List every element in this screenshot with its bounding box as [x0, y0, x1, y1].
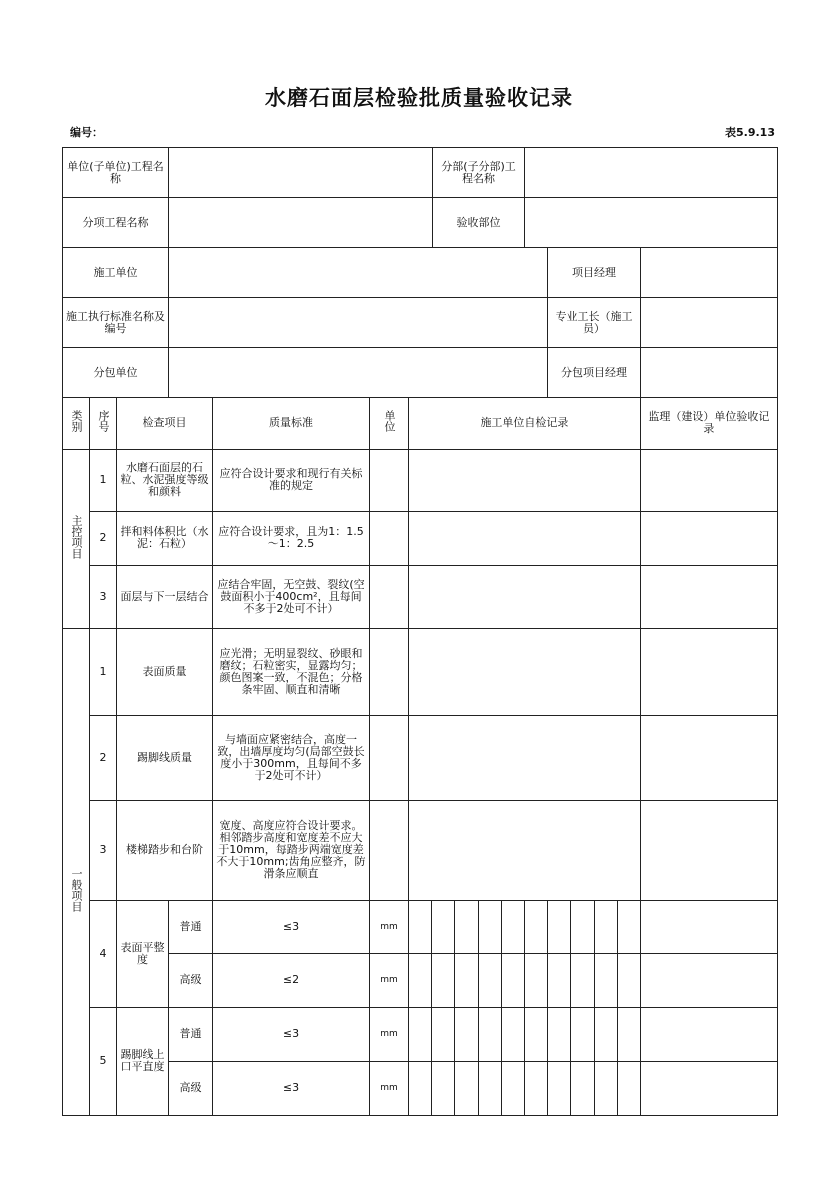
table-row: [63, 628, 778, 715]
seq-cell: 2: [90, 715, 117, 800]
supervision-cell[interactable]: [640, 800, 777, 900]
measure-cell[interactable]: [571, 953, 594, 1007]
measure-cell[interactable]: [409, 900, 432, 953]
supervision-cell[interactable]: [640, 715, 777, 800]
measure-cell[interactable]: [524, 1061, 547, 1115]
field-project-manager[interactable]: [641, 248, 778, 298]
table-row: [63, 511, 778, 565]
seq-cell: 1: [90, 449, 117, 511]
measure-cell[interactable]: [478, 953, 501, 1007]
measure-cell[interactable]: [501, 1061, 524, 1115]
measure-cell[interactable]: [548, 953, 571, 1007]
item-cell: 表面平整度: [117, 900, 169, 1007]
main-category-label: 主控项目: [70, 515, 83, 559]
seq-cell: 1: [90, 628, 117, 715]
supervision-cell[interactable]: [640, 1061, 777, 1115]
grade-cell: 普通: [169, 1007, 213, 1061]
self-check-cell[interactable]: [409, 715, 641, 800]
unit-cell: mm: [370, 900, 409, 953]
measure-cell[interactable]: [432, 1007, 455, 1061]
field-acceptance-part[interactable]: [525, 198, 778, 248]
grade-cell: 高级: [169, 1061, 213, 1115]
table-row: [63, 1007, 778, 1061]
table-row: [63, 565, 778, 628]
supervision-cell[interactable]: [640, 449, 777, 511]
measure-cell[interactable]: [455, 1061, 478, 1115]
unit-cell[interactable]: [370, 449, 409, 511]
field-sub-project[interactable]: [525, 148, 778, 198]
col-unit: 单位: [383, 410, 396, 433]
supervision-cell[interactable]: [640, 565, 777, 628]
measure-cell[interactable]: [501, 953, 524, 1007]
unit-cell: mm: [370, 1061, 409, 1115]
measure-cell[interactable]: [409, 1007, 432, 1061]
measure-cell[interactable]: [524, 1007, 547, 1061]
measure-cell[interactable]: [455, 1007, 478, 1061]
table-row: [63, 800, 778, 900]
table-row: [63, 900, 778, 953]
measure-cell[interactable]: [501, 900, 524, 953]
item-cell: 表面质量: [117, 628, 213, 715]
measure-cell[interactable]: [478, 900, 501, 953]
field-construction-unit[interactable]: [169, 248, 548, 298]
unit-cell: mm: [370, 1007, 409, 1061]
item-cell: 面层与下一层结合: [117, 565, 213, 628]
unit-cell[interactable]: [370, 565, 409, 628]
unit-cell[interactable]: [370, 628, 409, 715]
general-category-label: 一般项目: [70, 867, 83, 912]
measure-cell[interactable]: [524, 900, 547, 953]
measure-cell[interactable]: [594, 1007, 617, 1061]
table-row: [63, 1061, 778, 1115]
measure-cell[interactable]: [432, 1061, 455, 1115]
tolerance-cell: ≤3: [213, 1007, 370, 1061]
label-standard: 施工执行标准名称及编号: [63, 298, 169, 348]
field-sub-manager[interactable]: [641, 348, 778, 398]
self-check-cell[interactable]: [409, 511, 641, 565]
field-item-project[interactable]: [169, 198, 433, 248]
col-standard: 质量标准: [213, 397, 370, 449]
item-cell: 水磨石面层的石粒、水泥强度等级和颜料: [117, 449, 213, 511]
measure-cell[interactable]: [594, 1061, 617, 1115]
standard-cell: 应符合设计要求和现行有关标准的规定: [213, 449, 370, 511]
measure-cell[interactable]: [571, 1007, 594, 1061]
measure-cell[interactable]: [617, 900, 640, 953]
seq-cell: 4: [90, 900, 117, 1007]
col-category: 类别: [70, 410, 83, 433]
standard-cell: 应结合牢固，无空鼓、裂纹(空鼓面积小于400cm²，且每间不多于2处可不计）: [213, 565, 370, 628]
measure-cell[interactable]: [548, 1061, 571, 1115]
unit-cell[interactable]: [370, 511, 409, 565]
standard-cell: 应光滑；无明显裂纹、砂眼和磨纹；石粒密实，显露均匀；颜色图案一致，不混色；分格条牢固、顺直和清晰: [213, 628, 370, 715]
seq-cell: 3: [90, 565, 117, 628]
measure-cell[interactable]: [432, 953, 455, 1007]
document-title: 水磨石面层检验批质量验收记录: [265, 86, 573, 110]
table-number: 表5.9.13: [725, 126, 775, 139]
supervision-cell[interactable]: [640, 628, 777, 715]
measure-cell[interactable]: [478, 1061, 501, 1115]
item-cell: 拌和料体积比（水泥：石粒）: [117, 511, 213, 565]
field-unit-project[interactable]: [169, 148, 433, 198]
seq-cell: 5: [90, 1007, 117, 1115]
supervision-cell[interactable]: [640, 511, 777, 565]
header-info-table: [62, 147, 778, 398]
standard-cell: 应符合设计要求，且为1：1.5～1：2.5: [213, 511, 370, 565]
table-row: [63, 953, 778, 1007]
self-check-cell[interactable]: [409, 628, 641, 715]
self-check-cell[interactable]: [409, 800, 641, 900]
seq-cell: 2: [90, 511, 117, 565]
label-acceptance-part: 验收部位: [433, 198, 525, 248]
label-subcontractor: 分包单位: [63, 348, 169, 398]
table-row: [63, 715, 778, 800]
label-sub-project: 分部(子分部)工程名称: [433, 148, 525, 198]
item-cell: 楼梯踏步和台阶: [117, 800, 213, 900]
measure-cell[interactable]: [409, 953, 432, 1007]
measure-cell[interactable]: [594, 900, 617, 953]
col-self-check: 施工单位自检记录: [409, 397, 641, 449]
item-cell: 踢脚线上口平直度: [117, 1007, 169, 1115]
label-unit-project: 单位(子单位)工程名称: [63, 148, 169, 198]
measure-cell[interactable]: [594, 953, 617, 1007]
supervision-cell[interactable]: [640, 1007, 777, 1061]
self-check-cell[interactable]: [409, 565, 641, 628]
measure-cell[interactable]: [571, 1061, 594, 1115]
measure-cell[interactable]: [432, 900, 455, 953]
label-construction-unit: 施工单位: [63, 248, 169, 298]
unit-cell: mm: [370, 953, 409, 1007]
inspection-table: [62, 397, 778, 1116]
supervision-cell[interactable]: [640, 953, 777, 1007]
field-subcontractor[interactable]: [169, 348, 548, 398]
measure-cell[interactable]: [617, 1061, 640, 1115]
tolerance-cell: ≤3: [213, 1061, 370, 1115]
measure-cell[interactable]: [501, 1007, 524, 1061]
standard-cell: 与墙面应紧密结合，高度一致，出墙厚度均匀(局部空鼓长度小于300mm，且每间不多于2处可不计）: [213, 715, 370, 800]
unit-cell[interactable]: [370, 800, 409, 900]
standard-cell: 宽度、高度应符合设计要求。相邻踏步高度和宽度差不应大于10mm，每踏步两端宽度差不大于10mm;齿角应整齐，防滑条应顺直: [213, 800, 370, 900]
seq-cell: 3: [90, 800, 117, 900]
measure-cell[interactable]: [548, 1007, 571, 1061]
col-supervision: 监理（建设）单位验收记录: [640, 397, 777, 449]
measure-cell[interactable]: [548, 900, 571, 953]
code-label: 编号：: [70, 126, 103, 139]
unit-cell[interactable]: [370, 715, 409, 800]
measure-cell[interactable]: [455, 900, 478, 953]
col-seq: 序号: [97, 410, 110, 433]
measure-cell[interactable]: [478, 1007, 501, 1061]
measure-cell[interactable]: [617, 953, 640, 1007]
field-foreman[interactable]: [641, 298, 778, 348]
item-cell: 踢脚线质量: [117, 715, 213, 800]
grade-cell: 高级: [169, 953, 213, 1007]
measure-cell[interactable]: [409, 1061, 432, 1115]
measure-cell[interactable]: [617, 1007, 640, 1061]
grade-cell: 普通: [169, 900, 213, 953]
self-check-cell[interactable]: [409, 449, 641, 511]
col-item: 检查项目: [117, 397, 213, 449]
tolerance-cell: ≤3: [213, 900, 370, 953]
tolerance-cell: ≤2: [213, 953, 370, 1007]
field-standard[interactable]: [169, 298, 548, 348]
table-row: [63, 449, 778, 511]
label-sub-manager: 分包项目经理: [548, 348, 641, 398]
measure-cell[interactable]: [455, 953, 478, 1007]
label-item-project: 分项工程名称: [63, 198, 169, 248]
measure-cell[interactable]: [524, 953, 547, 1007]
label-foreman: 专业工长（施工员）: [548, 298, 641, 348]
supervision-cell[interactable]: [640, 900, 777, 953]
measure-cell[interactable]: [571, 900, 594, 953]
label-project-manager: 项目经理: [548, 248, 641, 298]
